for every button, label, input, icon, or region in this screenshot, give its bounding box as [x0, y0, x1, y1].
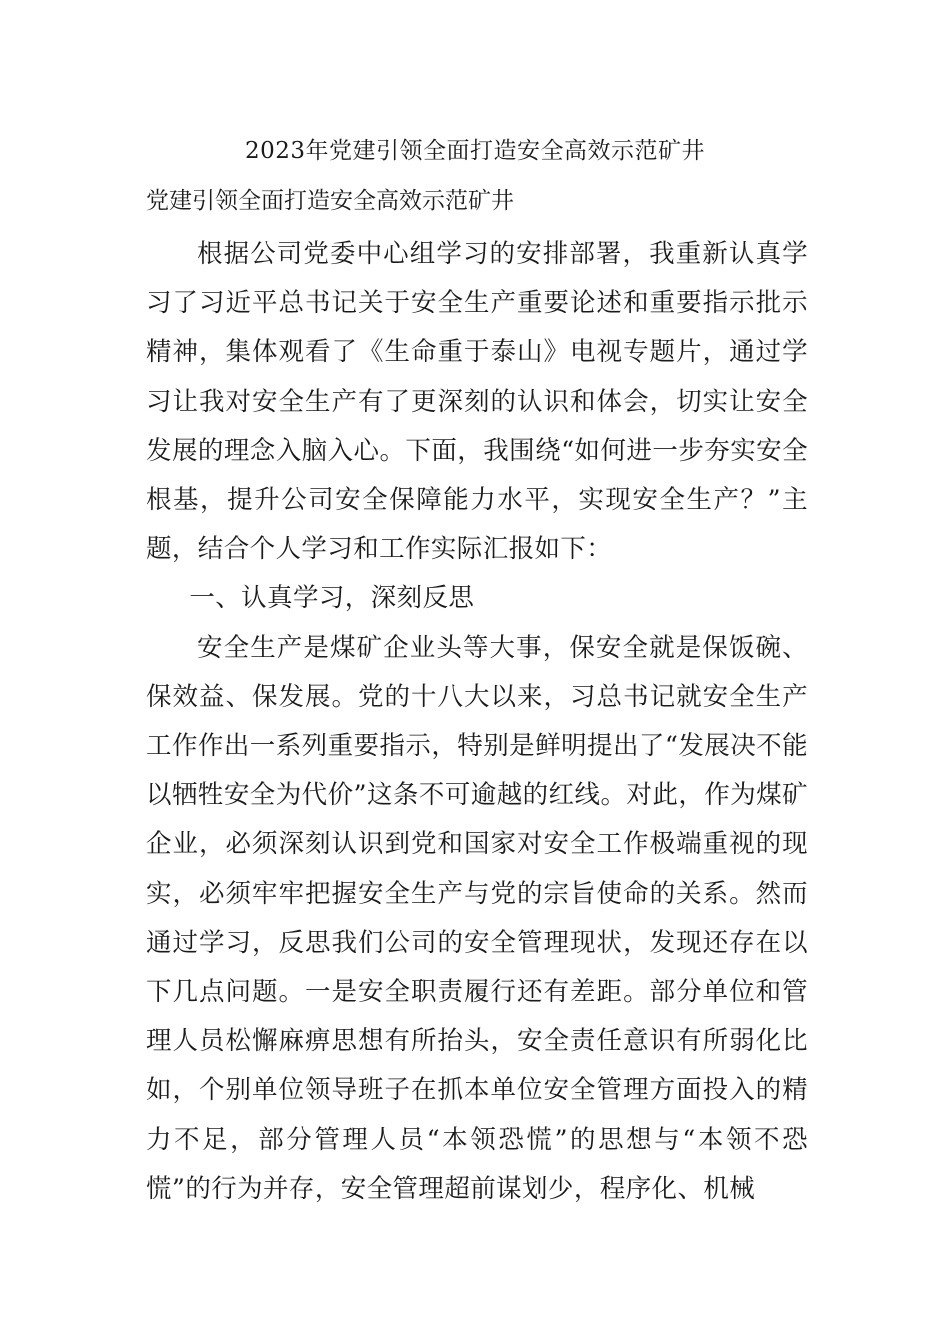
- document-title: 2023年党建引领全面打造安全高效示范矿井: [244, 138, 706, 164]
- section-heading: 一、认真学习，深刻反思: [189, 583, 475, 614]
- paragraph-body: 安全生产是煤矿企业头等大事，保安全就是保饭碗、保效益、保发展。党的十八大以来，习总书记就安全生产工作作出一系列重要指示，特别是鲜明提出了“发展决不能以牺牲安全为代价”这条不可逾越的红线。对此，作为煤矿企业，必须深刻认识到党和国家对安全工作极端重视的现实，必须牢牢把握安全生产与党的宗旨使命的关系。然而通过学习，反思我们公司的安全管理现状，发现还存在以下几点问题。一是安全职责履行还有差距。部分单位和管理人员松懈麻痹思想有所抬头，安全责任意识有所弱化比如，个别单位领导班子在抓本单位安全管理方面投入的精力不足，部分管理人员“本领恐慌”的思想与“本领不恐慌”的行为并存，安全管理超前谋划少，程序化、机械: [146, 632, 808, 1204]
- document-body: [146, 230, 808, 1214]
- document-subtitle: 党建引领全面打造安全高效示范矿井: [146, 188, 514, 214]
- paragraph-intro: 根据公司党委中心组学习的安排部署，我重新认真学习了习近平总书记关于安全生产重要论述和重要指示批示精神，集体观看了《生命重于泰山》电视专题片，通过学习让我对安全生产有了更深刻的认识和体会，切实让安全发展的理念入脑入心。下面，我围绕“如何进一步夯实安全根基，提升公司安全保障能力水平，实现安全生产？”主题，结合个人学习和工作实际汇报如下：: [146, 239, 808, 565]
